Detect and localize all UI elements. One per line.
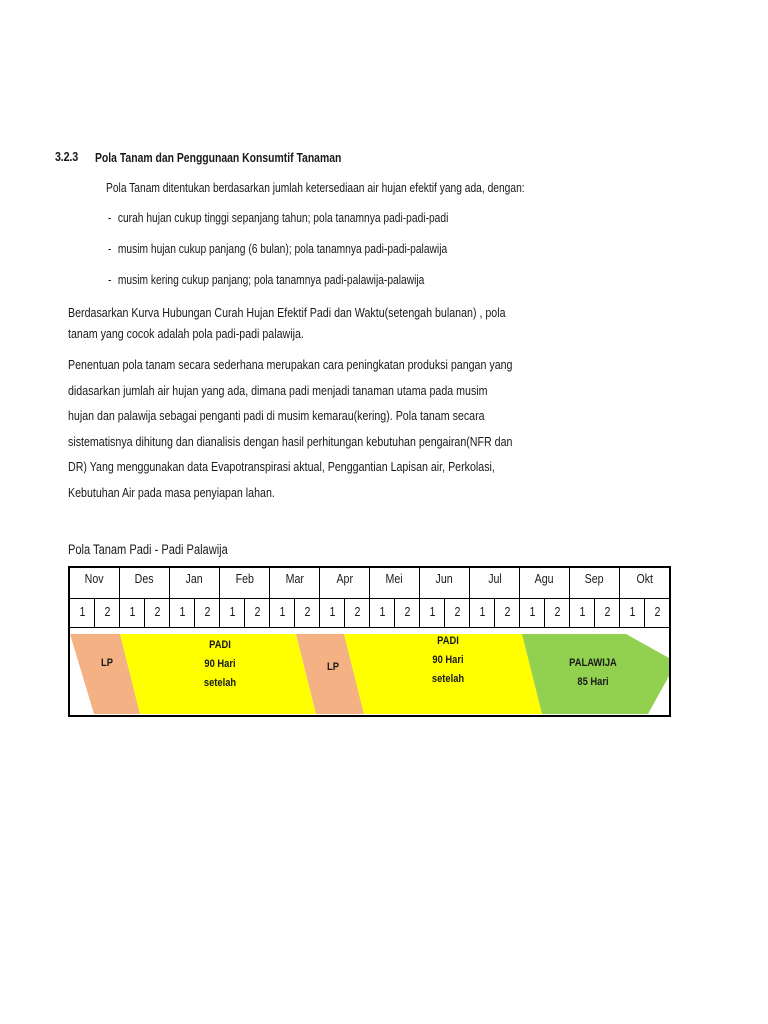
month-cell: Sep [570,568,620,598]
half-month-cell: 1 [320,598,345,627]
half-month-cell: 2 [345,598,370,627]
month-cell: Nov [70,568,120,598]
bullet-marker: - [108,242,112,256]
half-month-row [70,598,669,628]
half-month-cell: 2 [445,598,470,627]
intro-text: Pola Tanam ditentukan berdasarkan jumlah ketersediaan air hujan efektif yang ada, dengan: [106,181,525,195]
paragraph-line: didasarkan jumlah air hujan yang ada, dimana padi menjadi tanaman utama pada musim [68,383,488,398]
padi-1-label: PADI 90 Hari setelah [203,639,237,689]
half-month-cell: 2 [95,598,120,627]
lp-1-label: LP [101,657,113,669]
half-month-cell: 1 [120,598,145,627]
month-cell: Jun [420,568,470,598]
month-cell: Feb [220,568,270,598]
half-month-cell: 1 [520,598,545,627]
half-month-cell: 1 [470,598,495,627]
half-month-cell: 1 [570,598,595,627]
lp-2-label: LP [327,661,339,673]
half-month-cell: 2 [195,598,220,627]
month-header-row [70,568,669,599]
schedule-caption: Pola Tanam Padi - Padi Palawija [68,542,228,557]
month-cell: Apr [320,568,370,598]
month-cell: Jul [470,568,520,598]
month-cell: Agu [520,568,570,598]
month-cell: Jan [170,568,220,598]
paragraph-line: Penentuan pola tanam secara sederhana merupakan cara peningkatan produksi pangan yang [68,357,513,372]
half-month-cell: 1 [620,598,645,627]
half-month-cell: 2 [145,598,170,627]
bullet-item [108,211,448,225]
month-cell: Mei [370,568,420,598]
bullet-text: musim kering cukup panjang; pola tanamnya padi-palawija-palawija [117,273,425,287]
half-month-cell: 2 [545,598,570,627]
half-month-cell: 1 [170,598,195,627]
half-month-cell: 2 [654,605,660,619]
half-month-cell: 2 [595,598,620,627]
bullet-marker: - [108,273,112,287]
padi-2-label: PADI 90 Hari setelah [431,635,465,685]
paragraph-line: Berdasarkan Kurva Hubungan Curah Hujan Efektif Padi dan Waktu(setengah bulanan) , pola [68,305,506,320]
palawija-label: PALAWIJA 85 Hari [569,657,617,688]
section-number: 3.2.3 [55,150,79,164]
paragraph-line: Kebutuhan Air pada masa penyiapan lahan. [68,485,275,500]
half-month-cell: 1 [70,598,95,627]
half-month-cell: 1 [420,598,445,627]
half-month-cell: 2 [495,598,520,627]
bullet-text: curah hujan cukup tinggi sepanjang tahun; pola tanamnya padi-padi-padi [117,211,449,225]
half-month-cell: 2 [395,598,420,627]
paragraph-line: hujan dan palawija sebagai penganti padi di musim kemarau(kering). Pola tanam secara [68,408,485,423]
month-cell: Mar [270,568,320,598]
month-cell: Okt [636,572,653,586]
month-cell: Des [120,568,170,598]
bullet-marker: - [108,211,112,225]
paragraph-line: sistematisnya dihitung dan dianalisis dengan hasil perhitungan kebutuhan pengairan(NFR dan [68,434,513,449]
half-month-cell: 2 [295,598,320,627]
cropping-pattern-bars [70,630,669,716]
section-title: Pola Tanam dan Penggunaan Konsumtif Tanaman [95,150,342,165]
bullet-text: musim hujan cukup panjang (6 bulan); pola tanamnya padi-padi-palawija [117,242,448,256]
bullet-item [108,273,424,287]
cropping-schedule-table [68,566,671,717]
bullet-item [108,242,447,256]
half-month-cell: 2 [245,598,270,627]
half-month-cell: 1 [220,598,245,627]
paragraph-line: tanam yang cocok adalah pola padi-padi palawija. [68,326,304,341]
half-month-cell: 1 [370,598,395,627]
paragraph-line: DR) Yang menggunakan data Evapotranspirasi aktual, Penggantian Lapisan air, Perkolasi, [68,459,495,474]
half-month-cell: 1 [270,598,295,627]
